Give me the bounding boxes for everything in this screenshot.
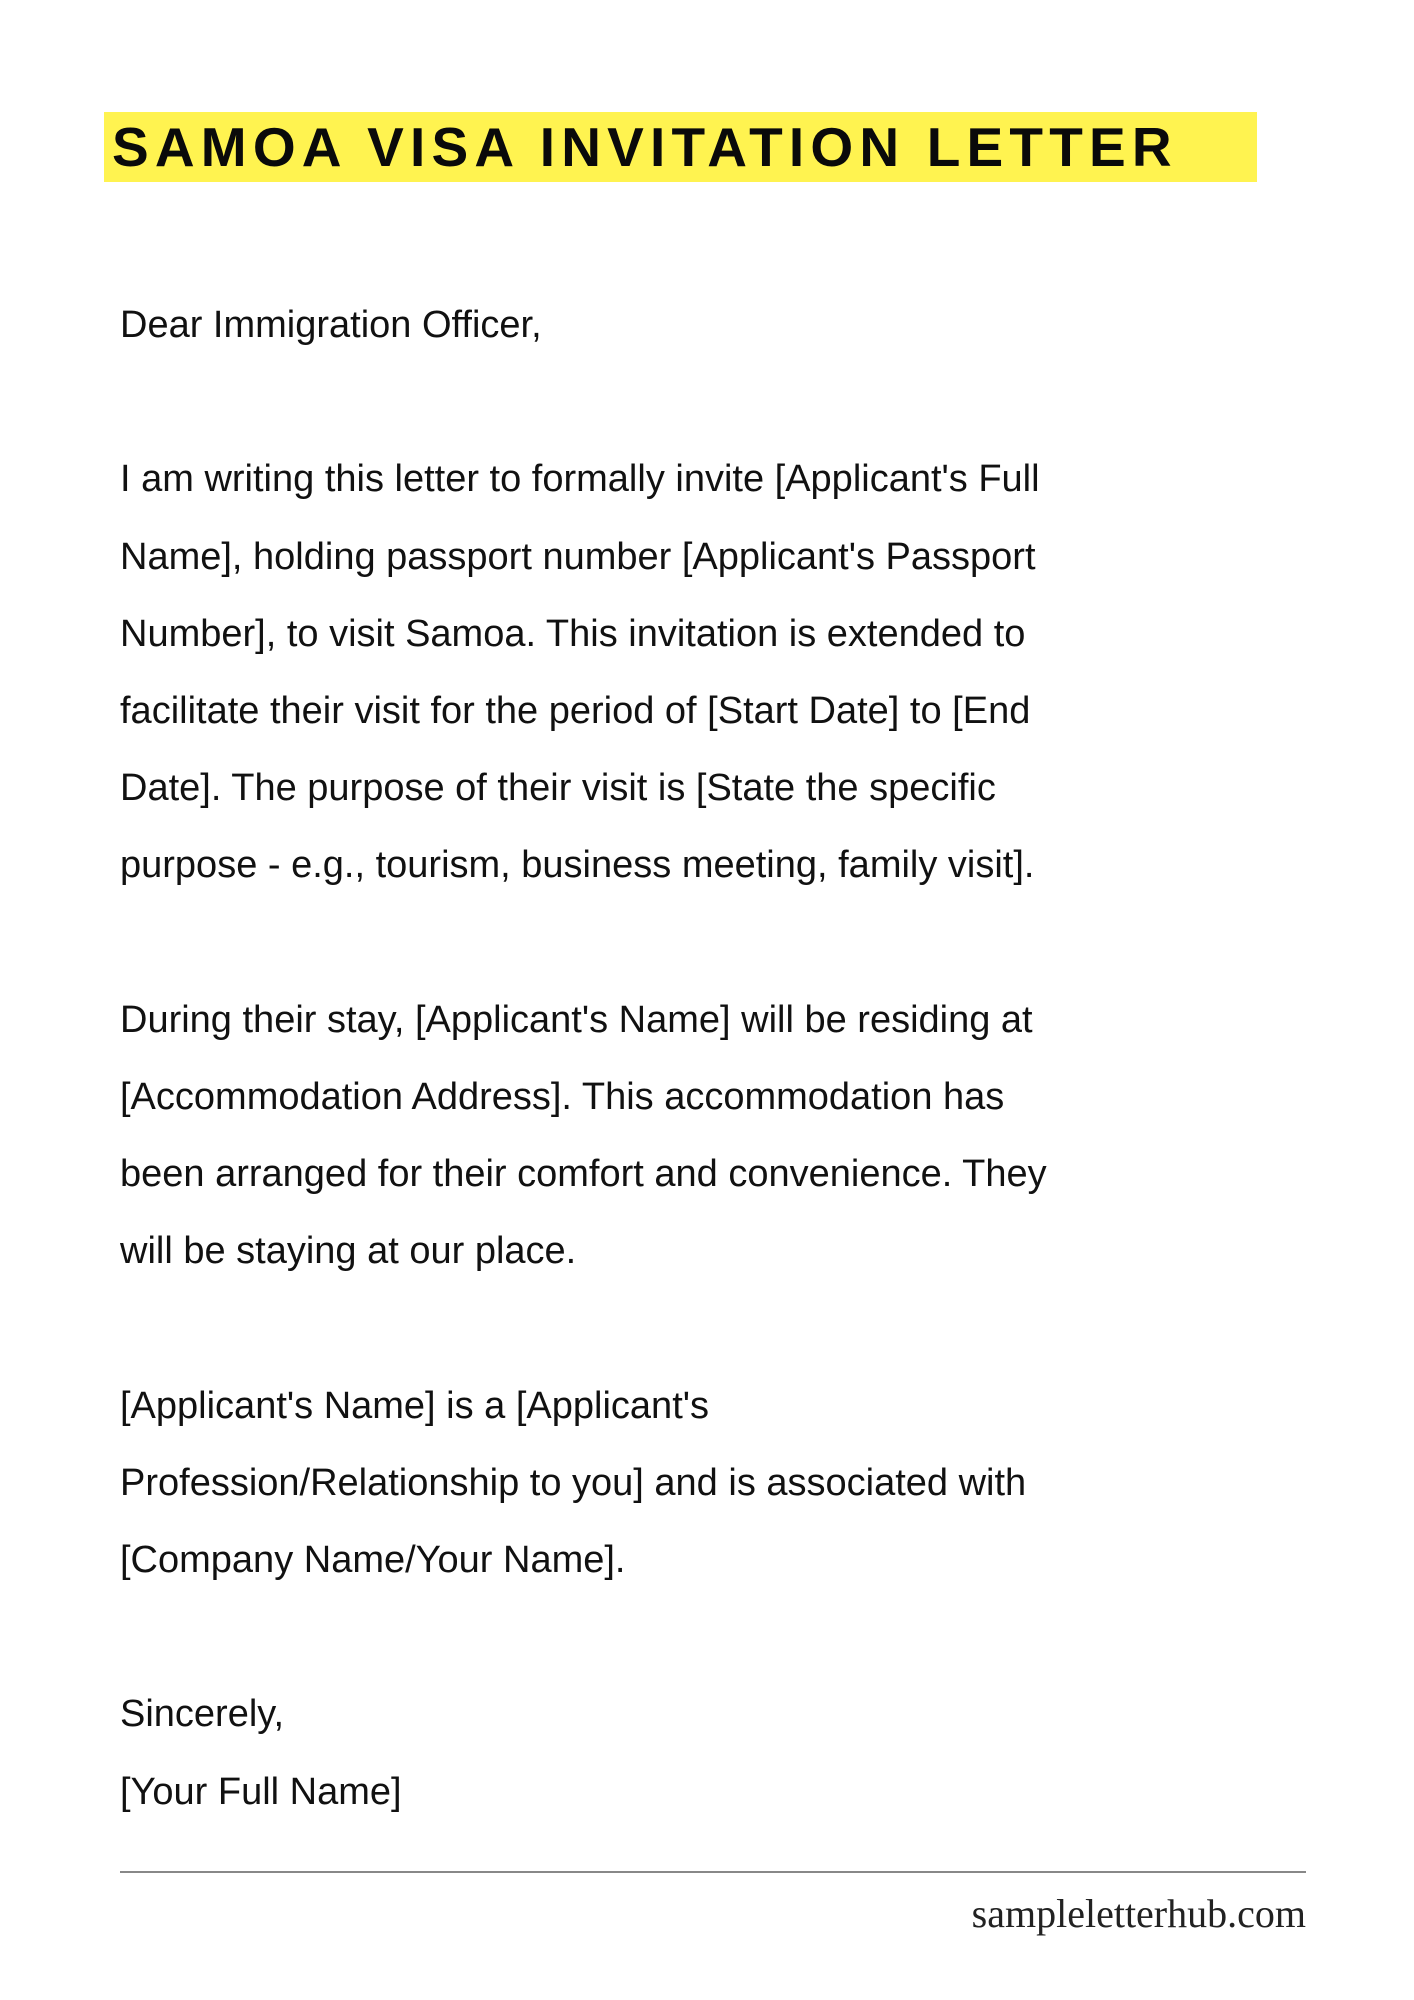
signature: [Your Full Name]	[120, 1770, 402, 1813]
title-highlight	[104, 112, 1257, 182]
text-line: During their stay, [Applicant's Name] will be residing at	[120, 998, 1033, 1041]
letter-title: SAMOA VISA INVITATION LETTER	[112, 116, 1178, 178]
closing: Sincerely,	[120, 1693, 285, 1736]
salutation: Dear Immigration Officer,	[120, 304, 542, 346]
paragraph-1	[120, 441, 1360, 904]
text-line: will be staying at our place.	[120, 1230, 577, 1273]
text-line: facilitate their visit for the period of [Start Date] to [End	[120, 689, 1031, 732]
text-line: Name], holding passport number [Applicant's Passport	[120, 535, 1036, 578]
paragraph-2	[120, 982, 1360, 1291]
text-line: [Accommodation Address]. This accommodation has	[120, 1075, 1005, 1118]
text-line: Date]. The purpose of their visit is [State the specific	[120, 767, 996, 810]
letter-body	[120, 287, 1360, 1831]
text-line: Profession/Relationship to you] and is associated with	[120, 1461, 1027, 1504]
text-line: [Company Name/Your Name].	[120, 1539, 626, 1581]
text-line: been arranged for their comfort and convenience. They	[120, 1153, 1047, 1196]
text-line: purpose - e.g., tourism, business meeting, family visit].	[120, 844, 1035, 887]
paragraph-3	[120, 1368, 1360, 1600]
text-line: Number], to visit Samoa. This invitation is extended to	[120, 612, 1026, 655]
footer-divider	[120, 1871, 1306, 1873]
footer-site: sampleletterhub.com	[971, 1891, 1306, 1936]
text-line: I am writing this letter to formally invite [Applicant's Full	[120, 458, 1040, 501]
text-line: [Applicant's Name] is a [Applicant's	[120, 1384, 709, 1427]
